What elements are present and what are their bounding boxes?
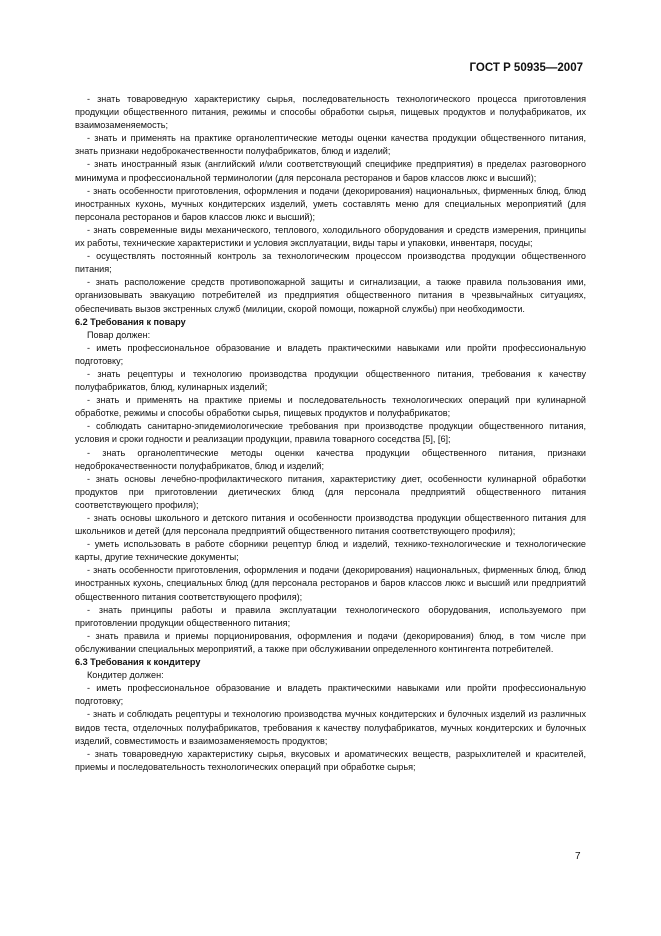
paragraph: - знать принципы работы и правила эксплуатации технологического оборудования, используемого при приготовлении продукции общественного питания; bbox=[75, 604, 586, 628]
paragraph: - знать органолептические методы оценки качества продукции общественного питания, признаки недоброкачественности полуфабрикатов, блюд и изделий; bbox=[75, 447, 586, 471]
paragraph: - иметь профессиональное образование и владеть практическими навыками или пройти профессиональную подготовку; bbox=[75, 683, 586, 707]
paragraph: - иметь профессиональное образование и владеть практическими навыками или пройти профессиональную подготовку; bbox=[75, 342, 586, 366]
paragraph: - знать особенности приготовления, оформления и подачи (декорирования) национальных, фирменных блюд, блюд иностранных кухонь, специальных блюд (для персонала ресторанов и баров классов люкс и высший или предприятий общественного питания соответствующего профиля); bbox=[75, 565, 586, 602]
paragraph: - знать товароведную характеристику сырья, последовательность технологического процесса приготовления продукции общественного питания, режимы и способы обработки сырья, пищевых продуктов и полуфабрикатов, их взаимозаменяемость; bbox=[75, 94, 586, 131]
paragraph: - знать иностранный язык (английский и/или соответствующий специфике предприятия) в пределах разговорного минимума и профессиональной терминологии (для персонала ресторанов и баров классов люкс и высший); bbox=[75, 159, 586, 183]
document-body bbox=[75, 93, 586, 774]
paragraph: - уметь использовать в работе сборники рецептур блюд и изделий, технико-технологические и технологические карты, другие технические документы; bbox=[75, 539, 586, 563]
paragraph: - знать товароведную характеристику сырья, вкусовых и ароматических веществ, разрыхлителей и красителей, приемы и последовательность технологических операций при обработке сырья; bbox=[75, 748, 586, 772]
paragraph: - знать и применять на практике органолептические методы оценки качества продукции общественного питания, знать признаки недоброкачественности полуфабрикатов, блюд и изделий; bbox=[75, 133, 586, 157]
paragraph: - знать расположение средств противопожарной защиты и сигнализации, а также правила пользования ими, организовывать эвакуацию потребителей из предприятия общественного питания в чрезвычайных ситуациях, обеспечивать вызов экстренных служб (милиции, скорой помощи, пожарной службы) при необходимости. bbox=[75, 277, 586, 314]
paragraph: - знать основы лечебно-профилактического питания, характеристику диет, особенности кулинарной обработки продуктов при приготовлении диетических блюд (для персонала предприятий общественного питания соответствующего профиля); bbox=[75, 473, 586, 510]
paragraph: - знать рецептуры и технологию производства продукции общественного питания, требования к качеству полуфабрикатов, блюд, кулинарных изделий; bbox=[75, 368, 586, 393]
section-heading: 6.2 Требования к повару bbox=[75, 316, 186, 327]
document-id-header: ГОСТ Р 50935—2007 bbox=[469, 62, 583, 74]
paragraph: Повар должен: bbox=[87, 329, 151, 340]
paragraph: - знать правила и приемы порционирования, оформления и подачи (декорирования) блюд, в том числе при обслуживании специальных мероприятий, а также при обслуживании определенного контингента потребителей. bbox=[75, 630, 586, 654]
paragraph: - знать современные виды механического, теплового, холодильного оборудования и средств измерения, принципы их работы, технические характеристики и условия эксплуатации, виды тары и упаковки, инвентаря, посуды; bbox=[75, 224, 586, 249]
paragraph: - знать особенности приготовления, оформления и подачи (декорирования) национальных, фирменных блюд, блюд иностранных кухонь, мучных кондитерских изделий, уметь составлять меню для специальных мероприятий (для персонала ресторанов и баров классов люкс и высший); bbox=[75, 185, 586, 222]
paragraph: Кондитер должен: bbox=[87, 670, 164, 681]
paragraph: - знать основы школьного и детского питания и особенности производства продукции общественного питания для школьников и детей (для персонала предприятий общественного питания соответствующего профиля); bbox=[75, 513, 586, 537]
paragraph: - осуществлять постоянный контроль за технологическим процессом производства продукции общественного питания; bbox=[75, 251, 586, 275]
paragraph: - знать и соблюдать рецептуры и технологию производства мучных кондитерских и булочных изделий из различных видов теста, отделочных полуфабрикатов, требования к качеству полуфабрикатов, мучных кондитерских и булочных изделий, совместимость и взаимозаменяемость продуктов; bbox=[75, 709, 586, 746]
paragraph: - соблюдать санитарно-эпидемиологические требования при производстве продукции общественного питания, условия и сроки годности и реализации продукции, правила товарного соседства [5], [6]; bbox=[75, 421, 586, 445]
section-heading: 6.3 Требования к кондитеру bbox=[75, 657, 201, 668]
paragraph: - знать и применять на практике приемы и последовательность технологических операций при кулинарной обработке, режимы и способы обработки сырья, пищевых продуктов и полуфабрикатов; bbox=[75, 395, 586, 419]
page-number: 7 bbox=[575, 851, 581, 862]
